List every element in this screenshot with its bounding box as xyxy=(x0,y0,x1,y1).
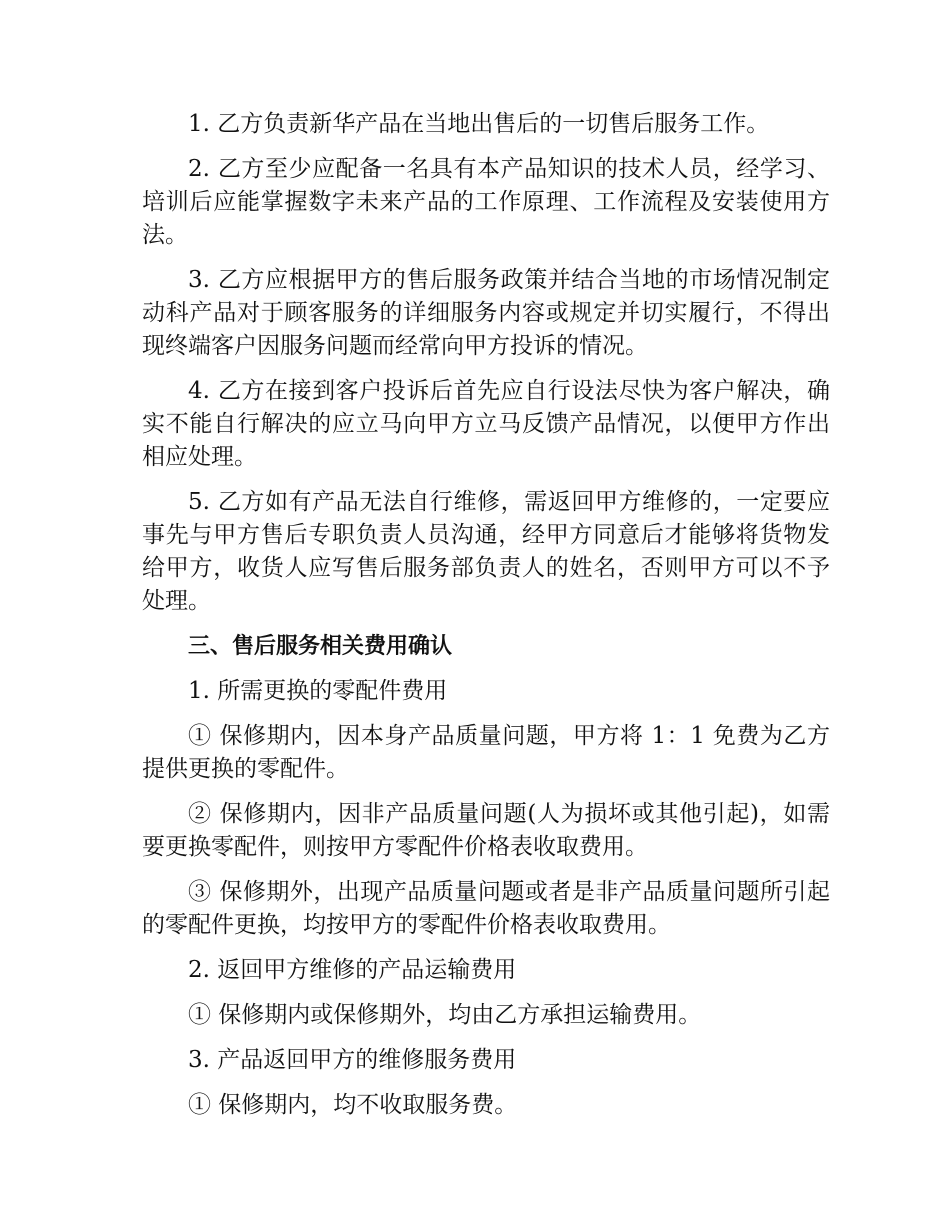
paragraph-clause-5: 5. 乙方如有产品无法自行维修，需返回甲方维修的，一定要应事先与甲方售后专职负责人员沟通，经甲方同意后才能够将货物发给甲方，收货人应写售后服务部负责人的姓名，否则甲方可以不予处理。 xyxy=(142,489,830,614)
fee-item-repair-service: 3. 产品返回甲方的维修服务费用 xyxy=(188,1047,517,1073)
fee-subitem-in-warranty-non-quality: ② 保修期内，因非产品质量问题(人为损坏或其他引起)，如需要更换零配件，则按甲方零配件价格表收取费用。 xyxy=(142,801,830,860)
paragraph-clause-1: 1. 乙方负责新华产品在当地出售后的一切售后服务工作。 xyxy=(188,111,770,137)
paragraph-clause-3: 3. 乙方应根据甲方的售后服务政策并结合当地的市场情况制定动科产品对于顾客服务的详细服务内容或规定并切实履行，不得出现终端客户因服务问题而经常向甲方投诉的情况。 xyxy=(142,267,830,359)
paragraph-clause-2: 2. 乙方至少应配备一名具有本产品知识的技术人员，经学习、培训后应能掌握数字未来产品的工作原理、工作流程及安装使用方法。 xyxy=(142,156,830,248)
document-page xyxy=(142,108,830,1134)
fee-subitem-service-free: ① 保修期内，均不收取服务费。 xyxy=(188,1092,518,1118)
section-heading-fees: 三、售后服务相关费用确认 xyxy=(188,634,453,659)
fee-subitem-in-warranty-quality: ① 保修期内，因本身产品质量问题，甲方将 1：1 免费为乙方提供更换的零配件。 xyxy=(142,723,830,782)
fee-item-shipping: 2. 返回甲方维修的产品运输费用 xyxy=(188,957,517,983)
fee-subitem-shipping-cost: ① 保修期内或保修期外，均由乙方承担运输费用。 xyxy=(188,1002,702,1028)
fee-item-parts: 1. 所需更换的零配件费用 xyxy=(188,678,448,704)
paragraph-clause-4: 4. 乙方在接到客户投诉后首先应自行设法尽快为客户解决，确实不能自行解决的应立马向甲方立马反馈产品情况，以便甲方作出相应处理。 xyxy=(142,378,830,470)
fee-subitem-out-of-warranty: ③ 保修期外，出现产品质量问题或者是非产品质量问题所引起的零配件更换，均按甲方的零配件价格表收取费用。 xyxy=(142,879,830,938)
